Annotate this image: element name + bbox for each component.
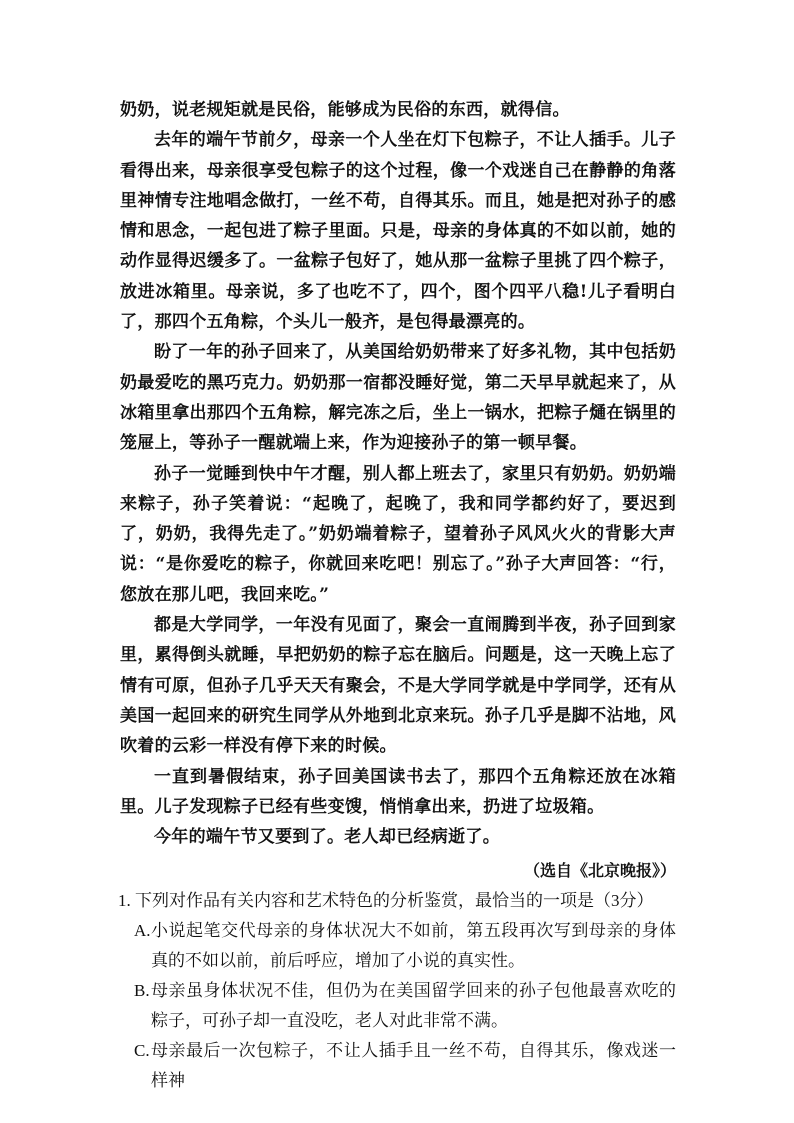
story-paragraph: 都是大学同学，一年没有见面了，聚会一直闹腾到半夜，孙子回到家里，累得倒头就睡，早把奶奶的粽子忘在脑后。问题是，这一天晚上忘了情有可原，但孙子几乎天天有聚会，不是大学同学就是中学同学，还有从美国一起回来的研究生同学从外地到北京来玩。孙子几乎是脚不沾地，风吹着的云彩一样没有停下来的时候。 xyxy=(120,615,676,757)
story-source: （选自《北京晚报》） xyxy=(523,861,676,881)
story-paragraph: 奶奶，说老规矩就是民俗，能够成为民俗的东西，就得信。 xyxy=(120,100,570,120)
option-letter: A. xyxy=(134,921,151,941)
option-text: 母亲虽身体状况不佳，但仍为在美国留学回来的孙子包他最喜欢吃的粽子，可孙子却一直没吃，老人对此非常不满。 xyxy=(151,981,676,1031)
option-a xyxy=(134,916,676,976)
story-body xyxy=(120,95,676,852)
option-text: 小说起笔交代母亲的身体状况大不如前，第五段再次写到母亲的身体真的不如以前，前后呼应，增加了小说的真实性。 xyxy=(151,921,676,971)
story-paragraph: 去年的端午节前夕，母亲一个人坐在灯下包粽子，不让人插手。儿子看得出来，母亲很享受包粽子的这个过程，像一个戏迷自己在静静的角落里神情专注地唱念做打，一丝不苟，自得其乐。而且，她是把对孙子的感情和思念，一起包进了粽子里面。只是，母亲的身体真的不如以前，她的动作显得迟缓多了。一盆粽子包好了，她从那一盆粽子里挑了四个粽子，放进冰箱里。母亲说，多了也吃不了，四个，图个四平八稳!儿子看明白了，那四个五角粽，个头儿一般齐，是包得最漂亮的。 xyxy=(120,130,676,333)
story-paragraph: 一直到暑假结束，孙子回美国读书去了，那四个五角粽还放在冰箱里。儿子发现粽子已经有些变馊，悄悄拿出来，扔进了垃圾箱。 xyxy=(120,766,676,817)
option-letter: C. xyxy=(134,1041,150,1061)
question-block xyxy=(118,886,676,1096)
story-paragraph: 今年的端午节又要到了。老人却已经病逝了。 xyxy=(154,827,500,848)
option-letter: B. xyxy=(134,981,150,1001)
option-text: 母亲最后一次包粽子，不让人插手且一丝不苟，自得其乐，像戏迷一样神 xyxy=(151,1041,676,1091)
question-stem: 1. 下列对作品有关内容和艺术特色的分析鉴赏，最恰当的一项是（3分） xyxy=(118,891,654,911)
option-c xyxy=(134,1036,676,1096)
story-paragraph: 盼了一年的孙子回来了，从美国给奶奶带来了好多礼物，其中包括奶奶最爱吃的黑巧克力。奶奶那一宿都没睡好觉，第二天早早就起来了，从冰箱里拿出那四个五角粽，解完冻之后，坐上一锅水，把粽子熥在锅里的笼屉上，等孙子一醒就端上来，作为迎接孙子的第一顿早餐。 xyxy=(120,342,676,454)
document-page xyxy=(120,95,676,1096)
story-paragraph: 孙子一觉睡到快中午才醒，别人都上班去了，家里只有奶奶。奶奶端来粽子，孙子笑着说：“起晚了，起晚了，我和同学都约好了，要迟到了，奶奶，我得先走了。”奶奶端着粽子，望着孙子风风火火的背影大声说：“是你爱吃的粽子，你就回来吃吧！别忘了。”孙子大声回答：“行，您放在那儿吧，我回来吃。” xyxy=(120,463,676,605)
option-b xyxy=(134,976,676,1036)
